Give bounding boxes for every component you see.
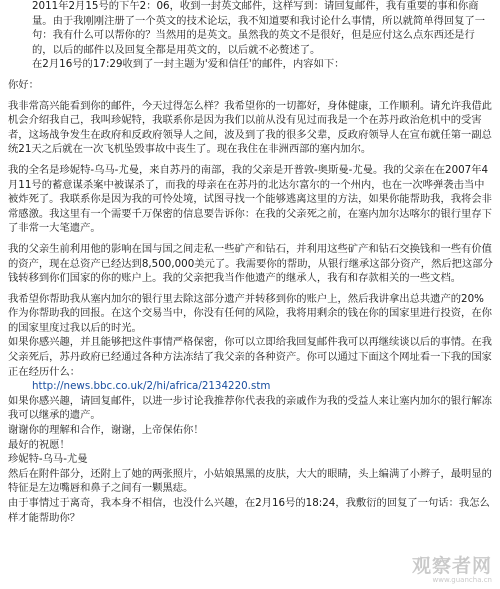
letter-paragraph-3: 我的父亲生前利用他的影响在国与国之间走私一些矿产和钻石，并利用这些矿产和钻石交换钱和一些有价值的资产，现在总资产已经达到8,500,000美元了。我需要你的帮助，从银行继承这部分资产，然后把这部分钱转移到你们国家的你的账户上。我的父亲把我当作他遗产的继承人，我有和存款相关的一些文档。: [8, 242, 493, 285]
second-email-intro: 在2月16号的17:29收到了一封主题为'爱和信任'的邮件，内容如下：: [32, 58, 345, 71]
greeting: 你好：: [8, 78, 39, 91]
watermark-title: 观察者网: [411, 555, 492, 577]
watermark-logo: [412, 556, 492, 585]
letter-paragraph-4: 我希望你帮助我从塞内加尔的银行里去除这部分遗产并转移到你的账户上，然后我讲拿出总共遗产的20%作为你帮助我的回报。在这个交易当中，你没有任何的风险，我将用剩余的钱在你的国家里进行投资，在你的国家里度过我以后的时光。: [8, 292, 492, 334]
watermark-url: www.guancha.cn: [432, 576, 492, 584]
letter-paragraph-6: 如果你感兴趣，请回复邮件，以进一步讨论我推荐你代表我的亲戚作为我的受益人来让塞内加尔的银行解冻我可以继承的遗产。: [8, 394, 492, 422]
thanks-line: 谢谢你的理解和合作，谢谢，上帝保佑你！: [8, 424, 204, 437]
intro-paragraph: 2011年2月15号的下午2：06，收到一封英文邮件，这样写到：请回复邮件，我有重要的事和你商量。由于我刚刚注册了一个英文的技术论坛，我不知道要和我讨论什么事情，所以就简单得回复了一句：我有什么可以帮你的？当然用的是英文。虽然我的英文不是很好，但是应付这么点东西还是行的，以后的邮件以及回复全都是用英文的，以后就不必赘述了。: [32, 0, 486, 56]
attachment-paragraph: 然后在附件部分，还附上了她的两张照片，小姑娘黑黑的皮肤，大大的眼睛，头上编满了小辫子，最明显的特征是左边嘴唇和鼻子之间有一颗黑痣。: [8, 467, 492, 495]
letter-paragraph-5: 如果你感兴趣，并且能够把这件事情严格保密，你可以立即给我回复邮件我可以再继续谈以后的事情。在我父亲死后，苏丹政府已经通过各种方法冻结了我父亲的各种资产。你可以通过下面这个网址看一下我的国家正在经历什么：: [8, 336, 492, 378]
signature-name: 珍妮特-乌马-尤曼: [8, 453, 88, 466]
closing-line: 最好的祝愿！: [8, 438, 70, 451]
bbc-link[interactable]: http://news.bbc.co.uk/2/hi/africa/2134220.stm: [32, 380, 271, 393]
letter-paragraph-2: 我的全名是珍妮特-乌马-尤曼，来自苏丹的南部，我的父亲是开普敦-奥斯曼-尤曼。我的父亲在在2007年4月11号的蓄意谋杀案中被谋杀了，而我的母亲在在苏丹的北达尔富尔的一个州内，也在一次哗弹袭击当中被炸死了。我联系你是因为我的可怜处境，试图寻找一个能够逃离这里的方法，如果你能帮助我，我将会非常感激。我这里有一个需要千万保密的信息要告诉你：在我的父亲死之前，在塞内加尔达喀尔的银行里存下了非常一大笔遗产。: [8, 163, 492, 235]
reply-paragraph: 由于事情过于离奇，我本身不相信，也没什么兴趣，在2月16号的18:24，我敷衍的回复了一句话：我怎么样才能帮助你？: [8, 497, 490, 524]
letter-paragraph-1: 我非常高兴能看到你的邮件，今天过得怎么样？我希望你的一切都好，身体健康，工作顺利。请允许我借此机会介绍我自己，我叫珍妮特，我联系你是因为我们以前从没有见过而我是一个在苏丹政治危机中的受害者，这场战争发生在政府和反政府领导人之间，波及到了我的很多父辈，反政府领导人在宣布就任第一副总统21天之后就在一次飞机坠毁事故中丧生了。现在我住在非洲西部的塞内加尔。: [8, 99, 492, 156]
